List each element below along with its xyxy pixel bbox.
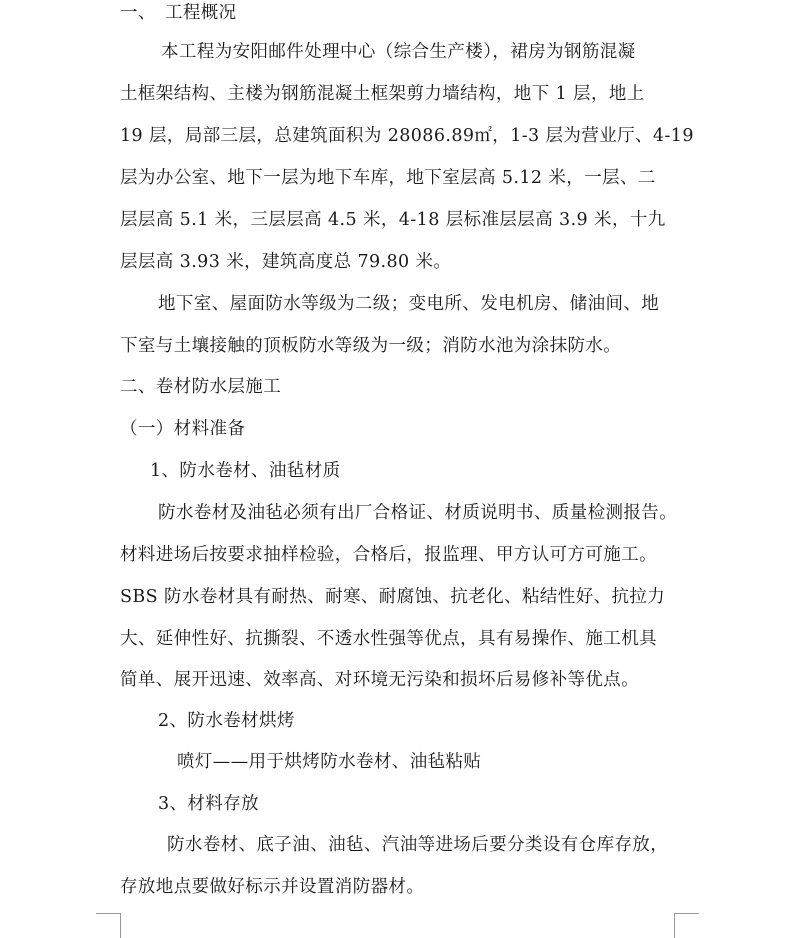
paragraph-line: 19 层，局部三层，总建筑面积为 28086.89㎡，1-3 层为营业厅、4-19: [120, 126, 694, 146]
paragraph-line: 层层高 5.1 米，三层层高 4.5 米，4-18 层标准层层高 3.9 米，十九: [120, 210, 666, 230]
paragraph-line: 简单、展开迅速、效率高、对环境无污染和损坏后易修补等优点。: [120, 670, 640, 690]
paragraph-line: 本工程为安阳邮件处理中心（综合生产楼），裙房为钢筋混凝: [161, 42, 636, 62]
paragraph-line: 土框架结构、主楼为钢筋混凝土框架剪力墙结构，地下 1 层，地上: [120, 84, 645, 104]
paragraph-line: 防水卷材、底子油、油毡、汽油等进场后要分类设有仓库存放，: [167, 835, 669, 855]
paragraph-line: 下室与土壤接触的顶板防水等级为一级；消防水池为涂抹防水。: [120, 336, 622, 356]
page-margin-corner-mark: [674, 913, 699, 938]
paragraph-line: 层为办公室、地下一层为地下车库，地下室层高 5.12 米，一层、二: [120, 168, 656, 188]
heading-item-2: 2、防水卷材烘烤: [158, 711, 295, 731]
paragraph-line: 喷灯——用于烘烤防水卷材、油毡粘贴: [177, 752, 482, 772]
paragraph-line: 地下室、屋面防水等级为二级；变电所、发电机房、储油间、地: [158, 294, 660, 314]
paragraph-line: SBS 防水卷材具有耐热、耐寒、耐腐蚀、抗老化、粘结性好、抗拉力: [120, 587, 666, 607]
paragraph-line: 层层高 3.93 米，建筑高度总 79.80 米。: [120, 252, 452, 272]
paragraph-line: 防水卷材及油毡必须有出厂合格证、材质说明书、质量检测报告。: [158, 503, 678, 523]
heading-item-3: 3、材料存放: [158, 794, 260, 814]
paragraph-line: 存放地点要做好标示并设置消防器材。: [120, 877, 425, 897]
page-margin-corner-mark: [96, 913, 121, 938]
paragraph-line: 大、延伸性好、抗撕裂、不透水性强等优点，具有易操作、施工机具: [120, 629, 657, 649]
heading-section-2: 二、卷材防水层施工: [120, 377, 282, 397]
heading-section-1: 一、 工程概况: [120, 3, 237, 23]
paragraph-line: 材料进场后按要求抽样检验，合格后，报监理、甲方认可方可施工。: [120, 545, 657, 565]
heading-subsection: （一）材料准备: [120, 419, 246, 439]
heading-item-1: 1、防水卷材、油毡材质: [150, 461, 341, 481]
